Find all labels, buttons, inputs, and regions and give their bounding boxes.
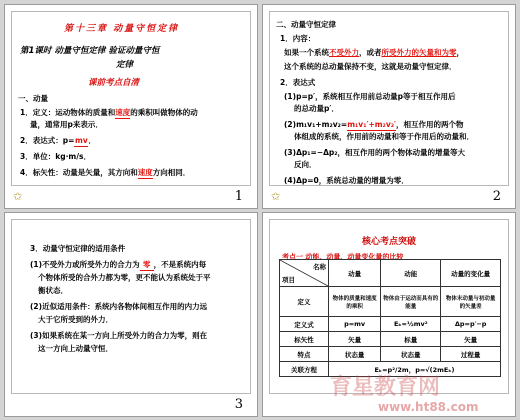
condition-1c: 衡状态． xyxy=(38,286,68,295)
page-number: 3 xyxy=(234,397,243,412)
table-cell: 矢量 xyxy=(329,332,381,347)
table-cell: 状态量 xyxy=(329,347,381,362)
slide-frame xyxy=(11,11,251,186)
section-title: 课前考点自清 xyxy=(88,78,140,88)
comparison-table xyxy=(279,259,501,377)
content-line: 如果一个系统不受外力，或者所受外力的矢量和为零， xyxy=(284,48,464,57)
expression-2b: 体组成的系统，作用前的动量和等于作用后的动量和． xyxy=(294,132,474,141)
table-cell: 物体的质量和速度的乘积 xyxy=(329,287,381,317)
table-cell: 矢量 xyxy=(441,332,501,347)
expression-3b: 反向． xyxy=(294,160,317,169)
conditions-heading: 3．动量守恒定律的适用条件 xyxy=(30,244,126,253)
row-label: 定义 xyxy=(280,287,329,317)
table-cell: 物体由于运动而具有的能量 xyxy=(381,287,441,317)
slide-frame xyxy=(269,11,509,186)
definition-line-2: 量，通常用p来表示． xyxy=(30,120,103,129)
page-number: 1 xyxy=(234,189,243,204)
table-cell: 物体末动量与初动量的矢量差 xyxy=(441,287,501,317)
watermark-url: www.ht88.com xyxy=(378,400,479,414)
unit-line: 3．单位：kg·m/s． xyxy=(20,152,91,161)
chapter-title: 第十三章 动量守恒定律 xyxy=(64,24,180,34)
expression-3: (3)Δp₁=−Δp₂，相互作用的两个物体动量的增量等大 xyxy=(284,148,466,157)
table-cell: Eₖ=½mv² xyxy=(381,317,441,332)
content-label: 1．内容： xyxy=(280,34,316,43)
condition-3: (3)如果系统在某一方向上所受外力的合力为零，则在 xyxy=(30,331,208,340)
table-cell: 过程量 xyxy=(441,347,501,362)
star-icon: ✩ xyxy=(271,190,281,203)
condition-3b: 这一方向上动量守恒． xyxy=(38,344,113,353)
col-header: 动能 xyxy=(381,260,441,287)
page-number: 2 xyxy=(492,189,501,204)
expression-4: (4)Δp=0，系统总动量的增量为零． xyxy=(284,176,409,185)
condition-1b: 个物体所受的合外力都为零，更不能认为系统处于平 xyxy=(38,273,211,282)
row-label: 特点 xyxy=(280,347,329,362)
expression-2: (2)m₁v₁+m₂v₂=m₁v₁′+m₂v₂′，相互作用的两个物 xyxy=(284,120,464,129)
condition-1: (1)不受外力或所受外力的合力为 零 ，不是系统内每 xyxy=(30,260,207,269)
vector-line: 4．标矢性：动量是矢量，其方向和速度方向相同． xyxy=(20,168,191,177)
row-label: 定义式 xyxy=(280,317,329,332)
header-item: 项目 xyxy=(282,276,295,284)
heading-conservation: 二、动量守恒定律 xyxy=(276,20,336,29)
table-cell: Eₖ=p²/2m，p=√(2mEₖ) xyxy=(329,362,501,377)
fill-blank: mv xyxy=(75,136,88,145)
topic-title: 考点一 动能、动量、动量变化量的比较 xyxy=(282,253,404,261)
condition-2: (2)近似适用条件：系统内各物体间相互作用的内力远 xyxy=(30,302,208,311)
col-header: 动量的变化量 xyxy=(441,260,501,287)
expression-line: 2．表达式：p=mv． xyxy=(20,136,96,145)
definition-line: 1．定义：运动物体的质量和速度的乘积叫做物体的动 xyxy=(20,108,198,117)
expression-1b: 的总动量p′． xyxy=(294,104,339,113)
table-cell: p=mv xyxy=(329,317,381,332)
condition-2b: 大于它所受到的外力． xyxy=(38,315,113,324)
content-line-2: 这个系统的总动量保持不变，这就是动量守恒定律． xyxy=(284,62,457,71)
table-cell: 状态量 xyxy=(381,347,441,362)
table-corner xyxy=(280,260,329,287)
star-icon: ✩ xyxy=(13,190,23,203)
header-name: 名称 xyxy=(313,263,326,271)
lesson-title-cont: 定律 xyxy=(116,60,134,70)
fill-blank: 速度 xyxy=(115,108,131,117)
watermark-logo: 育星教育网 xyxy=(330,375,441,400)
row-label: 关联方程 xyxy=(280,362,329,377)
col-header: 动量 xyxy=(329,260,381,287)
lesson-title: 第1课时 动量守恒定律 验证动量守恒 xyxy=(20,46,160,56)
slide-frame xyxy=(11,219,251,394)
slide-1 xyxy=(4,4,258,209)
expression-label: 2．表达式 xyxy=(280,78,316,87)
slide-2 xyxy=(262,4,516,209)
fill-blank: 速度 xyxy=(137,168,153,177)
slide-3 xyxy=(4,212,258,417)
row-label: 标矢性 xyxy=(280,332,329,347)
heading-momentum: 一、动量 xyxy=(18,94,48,103)
expression-1: (1)p=p′，系统相互作用前总动量p等于相互作用后 xyxy=(284,92,456,101)
table-cell: Δp=p′−p xyxy=(441,317,501,332)
table-cell: 标量 xyxy=(381,332,441,347)
section-banner: 核心考点突破 xyxy=(278,234,500,250)
